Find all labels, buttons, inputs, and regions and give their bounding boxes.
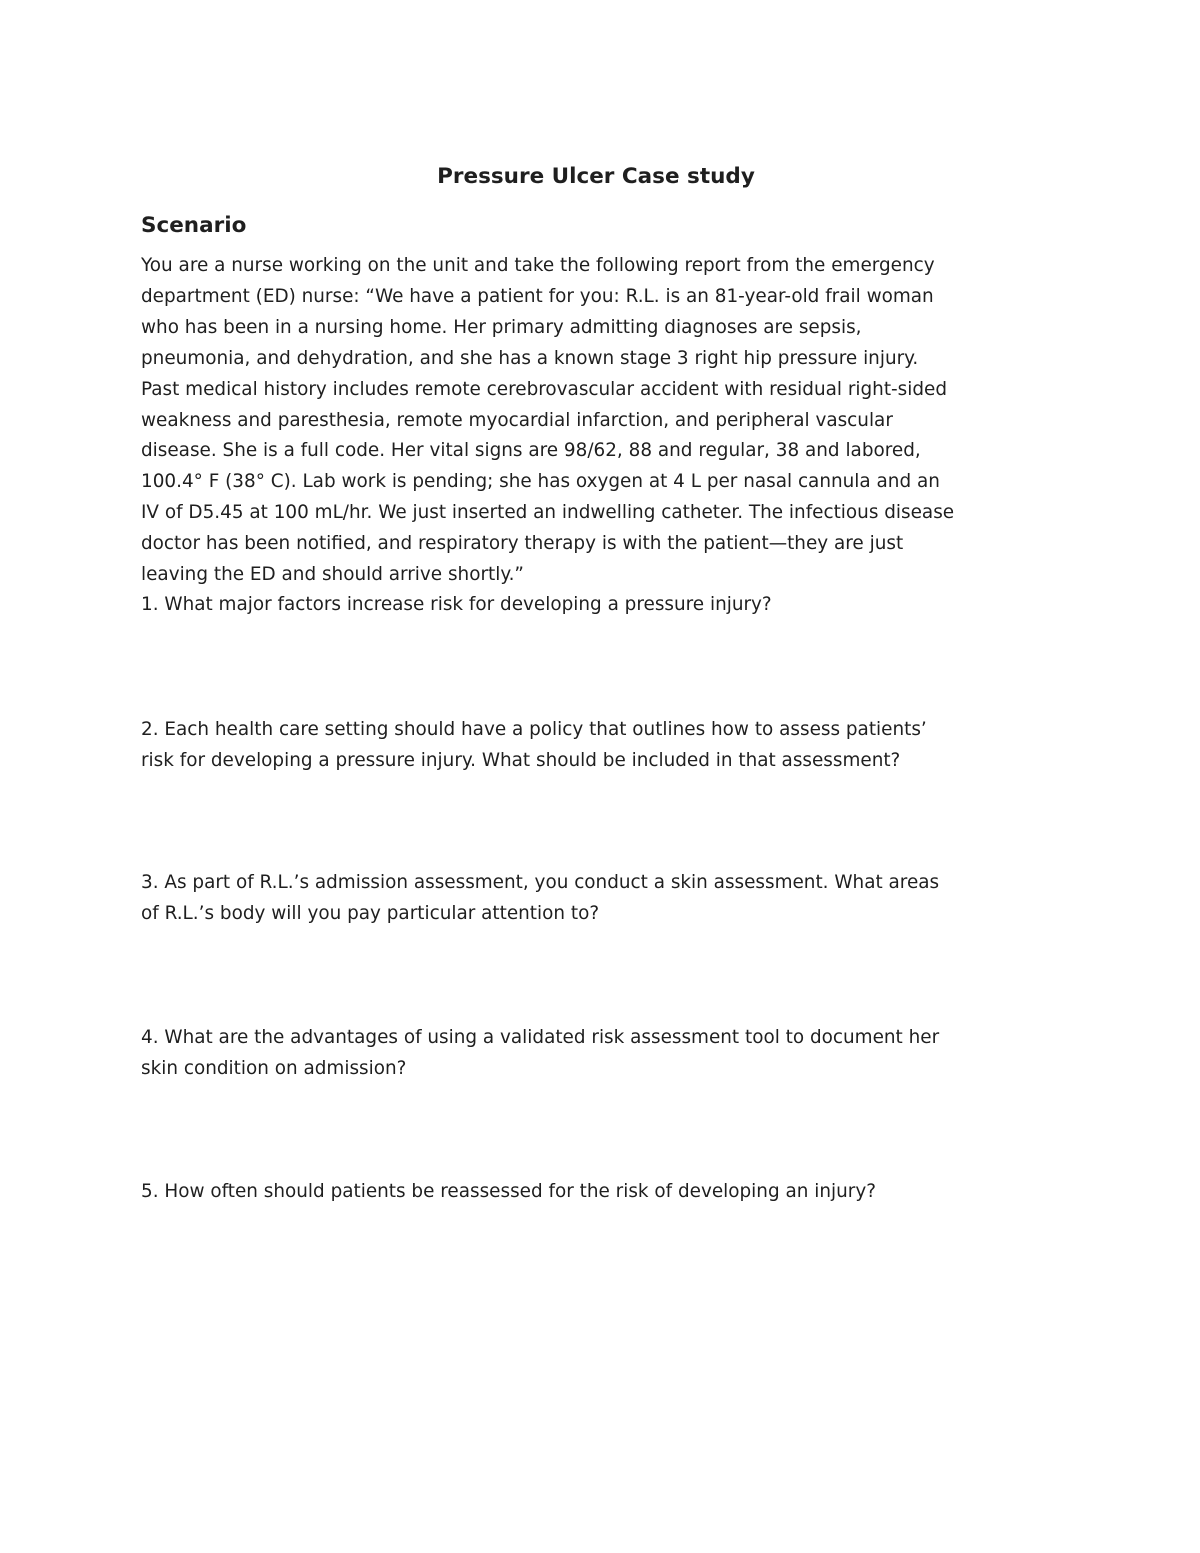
scenario-line: 100.4° F (38° C). Lab work is pending; she has oxygen at 4 L per nasal cannula and an bbox=[141, 471, 940, 493]
scenario-line: doctor has been notified, and respiratory therapy is with the patient—they are just bbox=[141, 533, 904, 555]
scenario-line: pneumonia, and dehydration, and she has a known stage 3 right hip pressure injury. bbox=[141, 347, 919, 369]
question-3 bbox=[141, 868, 1061, 930]
question-line: 5. How often should patients be reassessed for the risk of developing an injury? bbox=[141, 1181, 876, 1202]
question-line: 4. What are the advantages of using a validated risk assessment tool to document her bbox=[141, 1027, 940, 1048]
question-2 bbox=[141, 715, 1061, 777]
question-line: of R.L.’s body will you pay particular attention to? bbox=[141, 902, 600, 924]
scenario-heading: Scenario bbox=[141, 213, 247, 238]
scenario-line: weakness and paresthesia, remote myocardial infarction, and peripheral vascular bbox=[141, 409, 893, 431]
scenario-line: You are a nurse working on the unit and take the following report from the emergency bbox=[141, 255, 935, 276]
question-line: 1. What major factors increase risk for developing a pressure injury? bbox=[141, 594, 772, 615]
question-5 bbox=[141, 1177, 1061, 1208]
scenario-line: department (ED) nurse: “We have a patient for you: R.L. is an 81-year-old frail woman bbox=[141, 285, 934, 307]
question-4 bbox=[141, 1023, 1061, 1085]
scenario-line: disease. She is a full code. Her vital signs are 98/62, 88 and regular, 38 and labored, bbox=[141, 440, 921, 462]
scenario-line: who has been in a nursing home. Her primary admitting diagnoses are sepsis, bbox=[141, 316, 862, 338]
question-line: 2. Each health care setting should have a policy that outlines how to assess patients’ bbox=[141, 719, 927, 740]
scenario-line: Past medical history includes remote cerebrovascular accident with residual right-sided bbox=[141, 378, 948, 400]
question-line: risk for developing a pressure injury. What should be included in that assessment? bbox=[141, 749, 901, 771]
question-1 bbox=[141, 590, 1061, 621]
question-line: skin condition on admission? bbox=[141, 1057, 407, 1079]
question-line: 3. As part of R.L.’s admission assessment, you conduct a skin assessment. What areas bbox=[141, 872, 940, 893]
scenario-line: IV of D5.45 at 100 mL/hr. We just inserted an indwelling catheter. The infectious disease bbox=[141, 502, 955, 524]
scenario-paragraph bbox=[141, 251, 1061, 591]
scenario-line: leaving the ED and should arrive shortly.” bbox=[141, 564, 524, 586]
document-title: Pressure Ulcer Case study bbox=[437, 164, 755, 189]
